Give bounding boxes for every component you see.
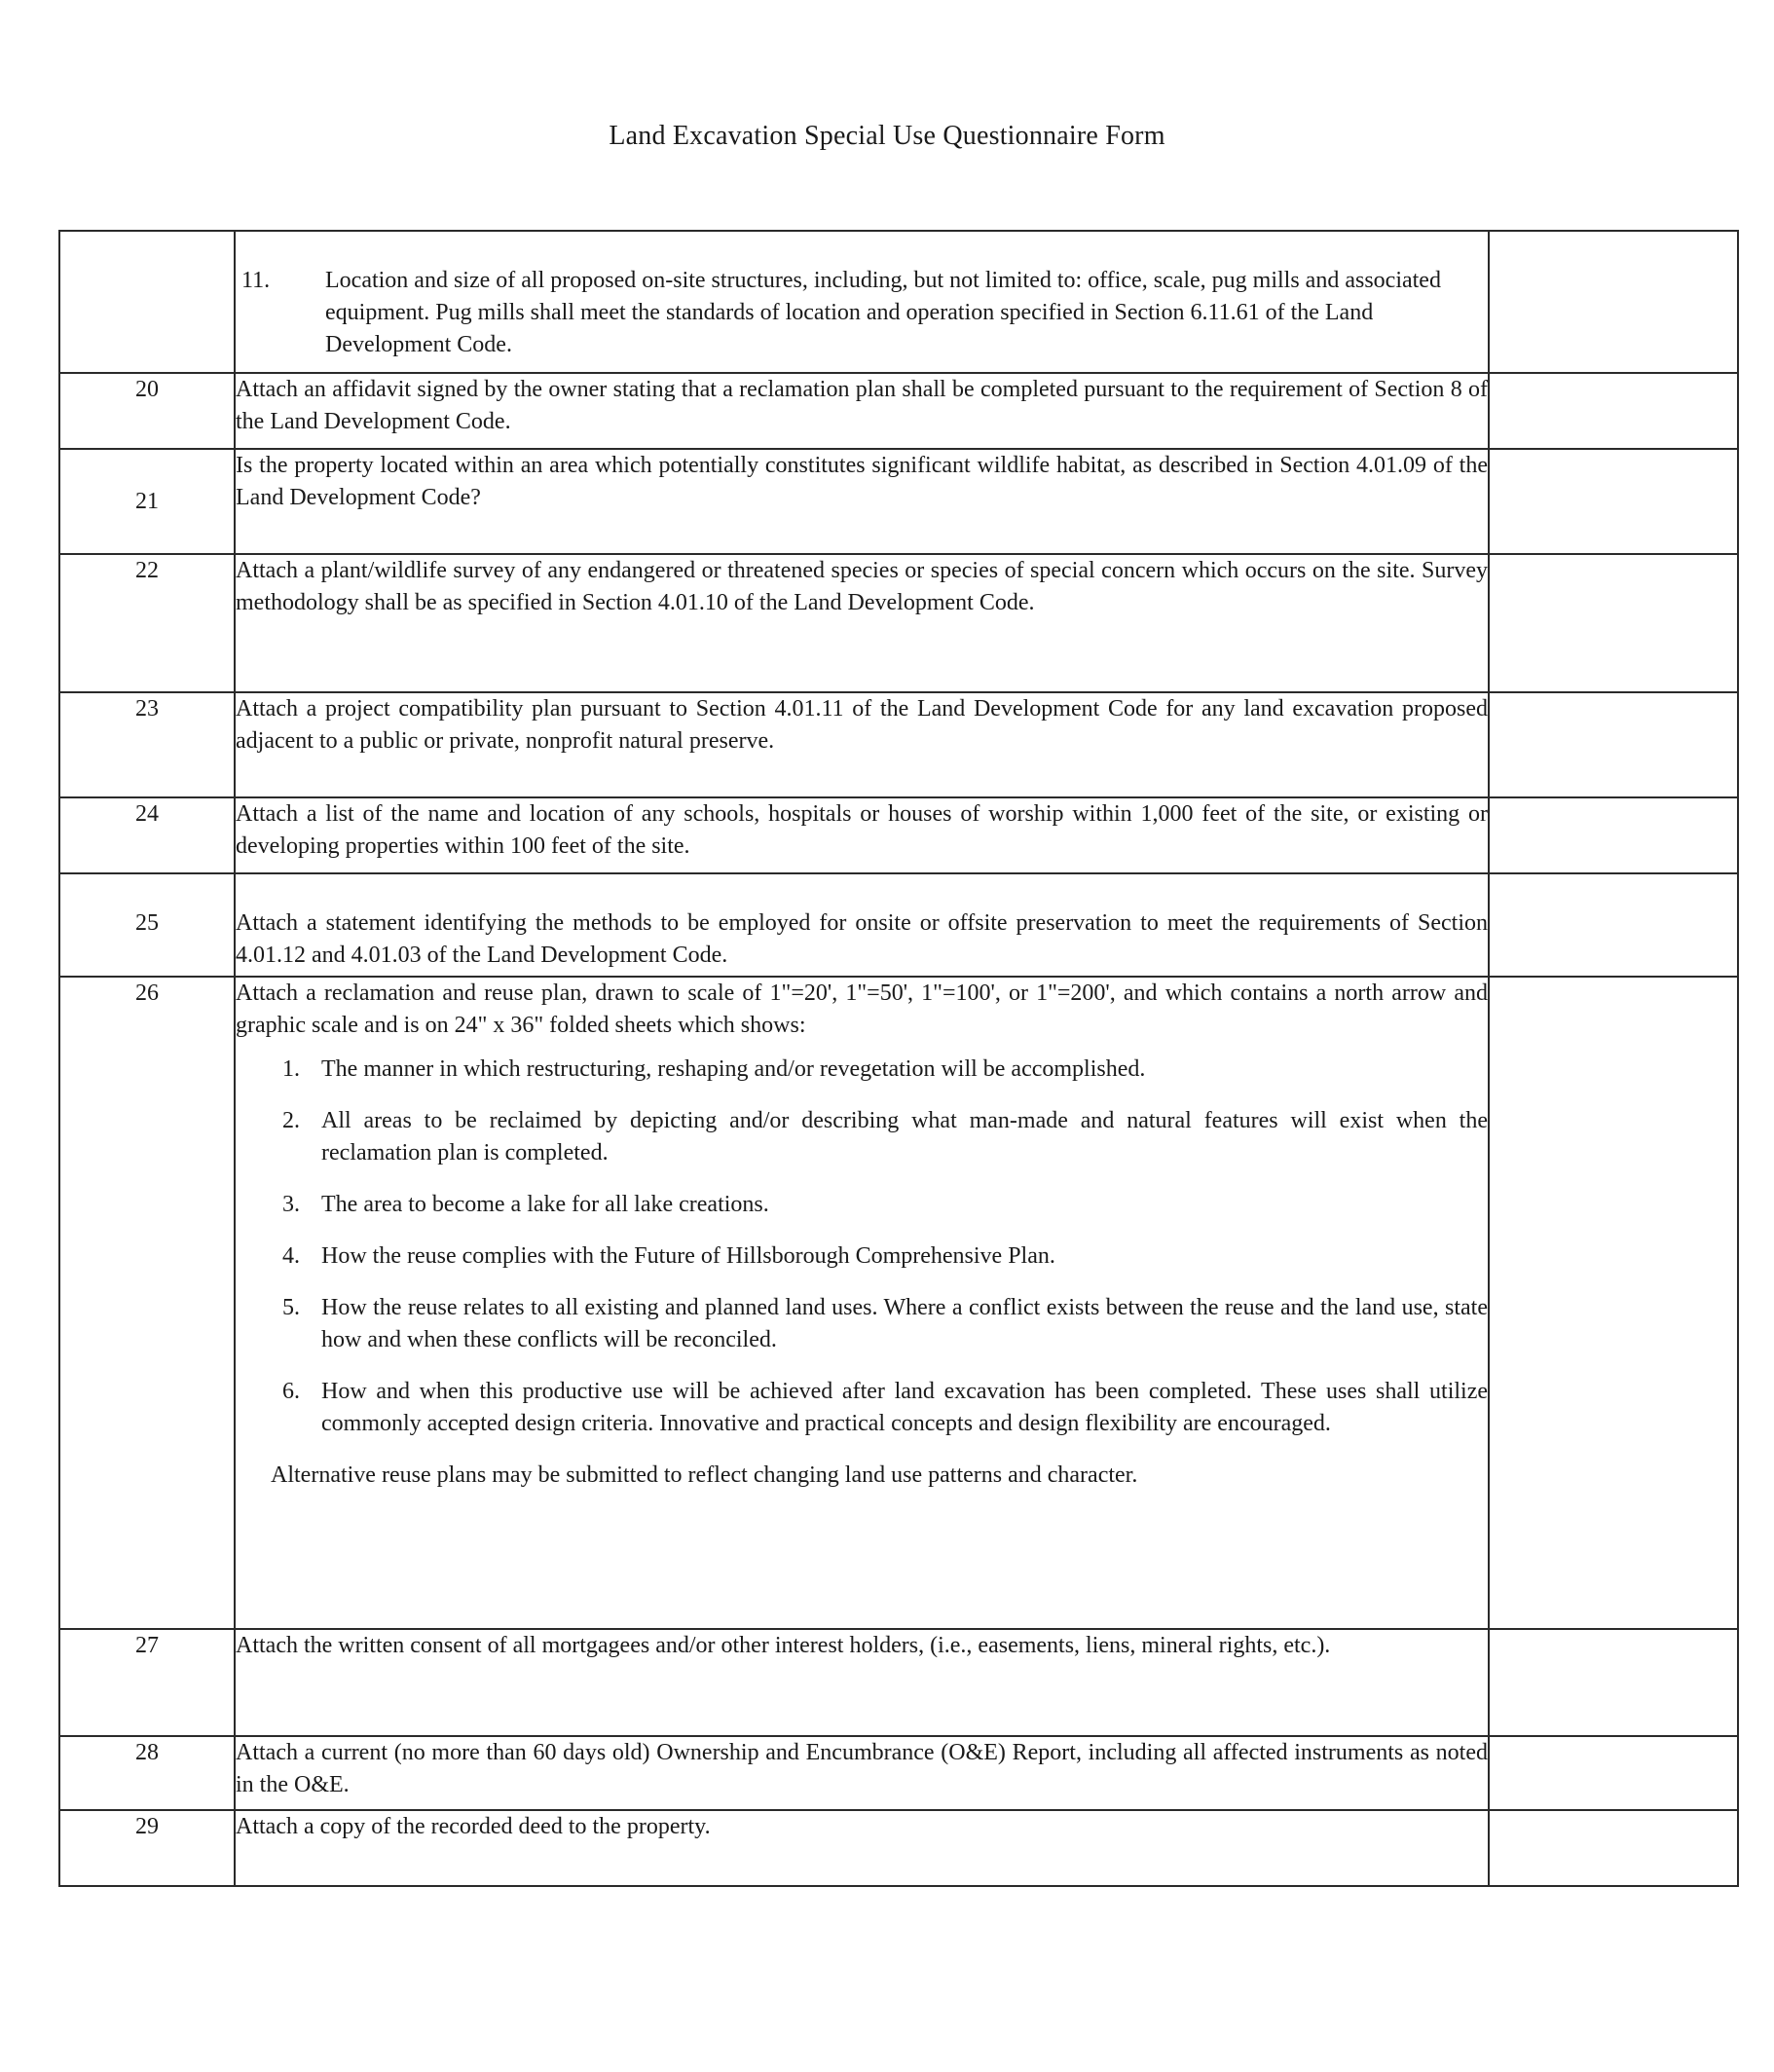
- form-title: Land Excavation Special Use Questionnaire Form: [609, 121, 1165, 151]
- row-number: 20: [59, 373, 235, 449]
- row-intro-text: Attach a reclamation and reuse plan, drawn to scale of 1"=20', 1"=50', 1"=100', or 1"=200', and which contains a north arrow and graphic scale and is on 24" x 36" folded sheets which shows:: [236, 980, 1488, 1038]
- row-number: 22: [59, 554, 235, 692]
- list-item: [236, 1105, 1488, 1169]
- response-cell[interactable]: [1489, 977, 1738, 1629]
- row-number: 24: [59, 797, 235, 873]
- row-description: Attach a list of the name and location of any schools, hospitals or houses of worship within 1,000 feet of the site, or existing or developing properties within 100 feet of the site.: [235, 797, 1489, 873]
- table-row: [59, 449, 1738, 554]
- list-item: [236, 1240, 1488, 1273]
- list-item-text: How the reuse complies with the Future of Hillsborough Comprehensive Plan.: [321, 1243, 1055, 1269]
- list-item-number: 2.: [282, 1108, 300, 1133]
- list-item-number: 6.: [282, 1379, 300, 1404]
- row-description: Attach a copy of the recorded deed to the property.: [235, 1810, 1489, 1886]
- response-cell[interactable]: [1489, 797, 1738, 873]
- row-number: [59, 231, 235, 373]
- table-row: [59, 554, 1738, 692]
- row-description: [235, 231, 1489, 373]
- list-item-number: 4.: [282, 1243, 300, 1269]
- list-item-text: The manner in which restructuring, reshaping and/or revegetation will be accomplished.: [321, 1056, 1146, 1082]
- table-row: [59, 1810, 1738, 1886]
- table-row: [59, 231, 1738, 373]
- table-row: [59, 1629, 1738, 1736]
- list-item: [236, 1292, 1488, 1356]
- list-item-number: 1.: [282, 1056, 300, 1082]
- list-item: [236, 1376, 1488, 1440]
- sub-item-text: Location and size of all proposed on-site structures, including, but not limited to: office, scale, pug mills and associated equipment. Pug mills shall meet the standards of location and operation specified in Section 6.11.61 of the Land Development Code.: [325, 268, 1441, 357]
- response-cell[interactable]: [1489, 373, 1738, 449]
- row-number: 26: [59, 977, 235, 1629]
- row-number: 23: [59, 692, 235, 797]
- response-cell[interactable]: [1489, 1629, 1738, 1736]
- row-description: Attach an affidavit signed by the owner stating that a reclamation plan shall be completed pursuant to the requirement of Section 8 of the Land Development Code.: [235, 373, 1489, 449]
- list-item-text: All areas to be reclaimed by depicting and/or describing what man-made and natural features will exist when the reclamation plan is completed.: [321, 1108, 1488, 1166]
- reuse-plan-list: [236, 1054, 1488, 1440]
- row-description: Attach the written consent of all mortgagees and/or other interest holders, (i.e., easements, liens, mineral rights, etc.).: [235, 1629, 1489, 1736]
- table-row: [59, 1736, 1738, 1810]
- list-item: [236, 1054, 1488, 1086]
- response-cell[interactable]: [1489, 231, 1738, 373]
- row-number: 27: [59, 1629, 235, 1736]
- table-row: [59, 873, 1738, 977]
- table-row: [59, 373, 1738, 449]
- list-item-number: 5.: [282, 1295, 300, 1320]
- list-item-text: How and when this productive use will be achieved after land excavation has been completed. These uses shall utilize commonly accepted design criteria. Innovative and practical concepts and design flexibility are encouraged.: [321, 1379, 1488, 1436]
- row-number: 21: [59, 449, 235, 554]
- response-cell[interactable]: [1489, 873, 1738, 977]
- response-cell[interactable]: [1489, 554, 1738, 692]
- sub-item: [236, 265, 1488, 361]
- list-item-text: The area to become a lake for all lake creations.: [321, 1192, 769, 1217]
- row-description: [235, 977, 1489, 1629]
- table-row: [59, 977, 1738, 1629]
- response-cell[interactable]: [1489, 692, 1738, 797]
- table-row: [59, 692, 1738, 797]
- row-number: 25: [59, 873, 235, 977]
- row-number: 28: [59, 1736, 235, 1810]
- row-description: Attach a current (no more than 60 days old) Ownership and Encumbrance (O&E) Report, including all affected instruments as noted in the O&E.: [235, 1736, 1489, 1810]
- row-description: Attach a project compatibility plan pursuant to Section 4.01.11 of the Land Development Code for any land excavation proposed adjacent to a public or private, nonprofit natural preserve.: [235, 692, 1489, 797]
- response-cell[interactable]: [1489, 1736, 1738, 1810]
- row-description: Is the property located within an area which potentially constitutes significant wildlife habitat, as described in Section 4.01.09 of the Land Development Code?: [235, 449, 1489, 554]
- row-description: Attach a plant/wildlife survey of any endangered or threatened species or species of special concern which occurs on the site. Survey methodology shall be as specified in Section 4.01.10 of the Land Development Code.: [235, 554, 1489, 692]
- list-item: [236, 1189, 1488, 1221]
- list-item-number: 3.: [282, 1192, 300, 1217]
- row-number: 29: [59, 1810, 235, 1886]
- table-row: [59, 797, 1738, 873]
- questionnaire-table: [58, 230, 1739, 1887]
- response-cell[interactable]: [1489, 1810, 1738, 1886]
- row-description: Attach a statement identifying the methods to be employed for onsite or offsite preservation to meet the requirements of Section 4.01.12 and 4.01.03 of the Land Development Code.: [235, 873, 1489, 977]
- response-cell[interactable]: [1489, 449, 1738, 554]
- reuse-plan-note: Alternative reuse plans may be submitted to reflect changing land use patterns and character.: [271, 1462, 1138, 1488]
- list-item-text: How the reuse relates to all existing and planned land uses. Where a conflict exists between the reuse and the land use, state how and when these conflicts will be reconciled.: [321, 1295, 1488, 1352]
- sub-item-number: 11.: [241, 268, 271, 293]
